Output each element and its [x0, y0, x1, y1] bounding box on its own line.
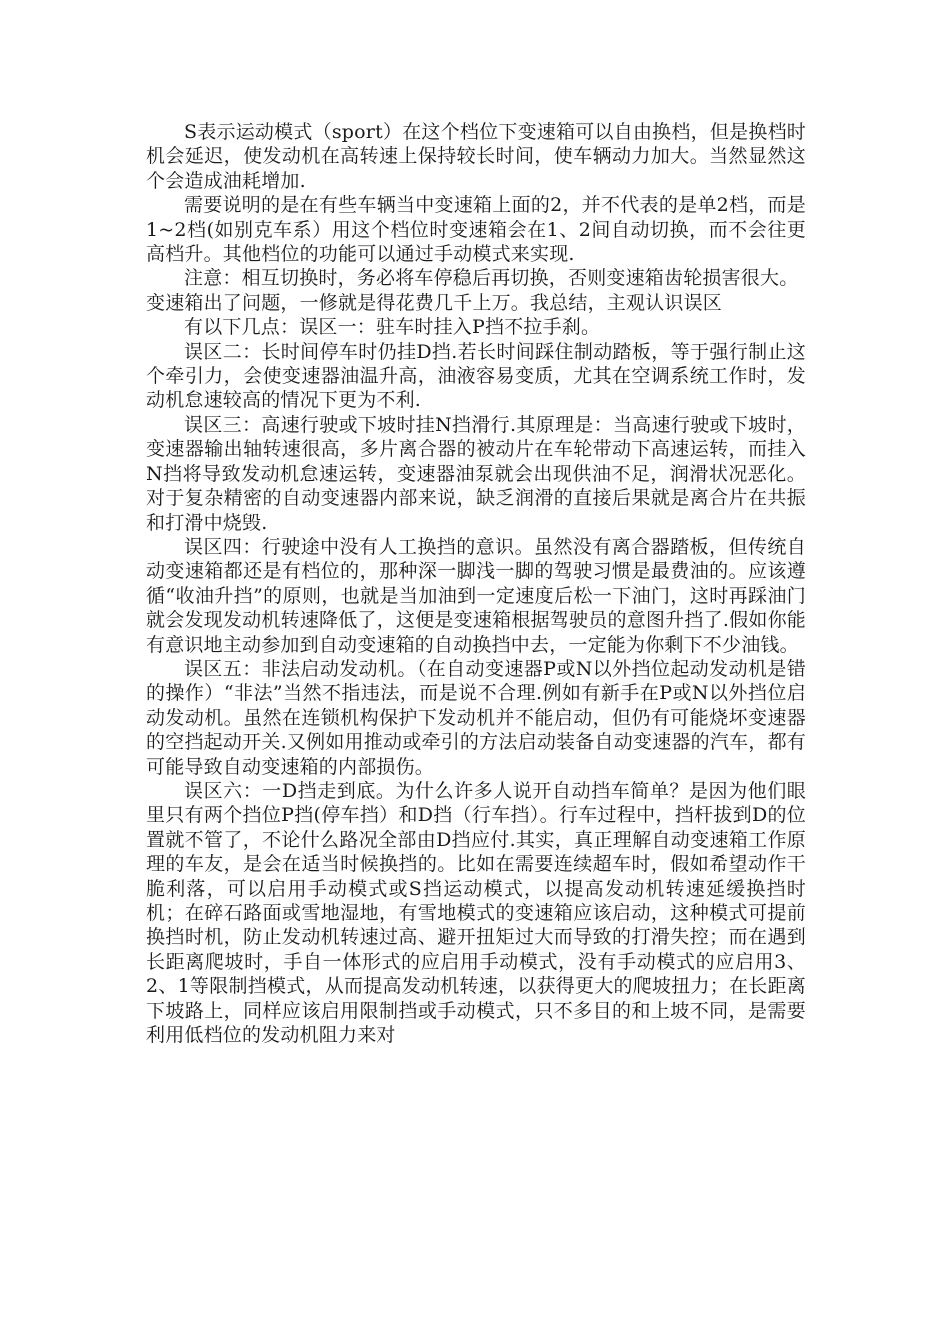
- paragraph-mistake-5: 误区五：非法启动发动机。（在自动变速器P或N以外挡位起动发动机是错的操作）“非法”当然不指违法，而是说不合理.例如有新手在P或N以外挡位启动发动机。虽然在连锁机构保护下发动机并不能启动，但仍有可能烧坏变速器的空挡起动开关.又例如用推动或牵引的方法启动装备自动变速器的汽车，都有可能导致自动变速箱的内部损伤。: [146, 657, 806, 778]
- paragraph-mistake-4: 误区四：行驶途中没有人工换挡的意识。虽然没有离合器踏板，但传统自动变速箱都还是有档位的，那种深一脚浅一脚的驾驶习惯是最费油的。应该遵循“收油升挡”的原则，也就是当加油到一定速度后松一下油门，这时再踩油门就会发现发动机转速降低了，这便是变速箱根据驾驶员的意图升挡了.假如你能有意识地主动参加到自动变速箱的自动换挡中去，一定能为你剩下不少油钱。: [146, 535, 806, 656]
- paragraph-caution: 注意：相互切换时，务必将车停稳后再切换，否则变速箱齿轮损害很大。: [184, 267, 799, 290]
- paragraph-repair-cost: 变速箱出了问题，一修就是得花费几千上万。我总结，主观认识误区: [146, 291, 723, 314]
- paragraph-mistake-2: 误区二：长时间停车时仍挂D挡.若长时间踩住制动踏板，等于强行制止这个牵引力，会使变速器油温升高，油液容易变质，尤其在空调系统工作时，发动机怠速较高的情况下更为不利.: [146, 340, 806, 412]
- paragraph-mistake-6: 误区六：一D挡走到底。为什么许多人说开自动挡车简单？是因为他们眼里只有两个挡位P挡(停车挡）和D挡（行车挡）。行车过程中，挡杆拔到D的位置就不管了，不论什么路况全部由D挡应付.其实，真正理解自动变速箱工作原理的车友，是会在适当时候换挡的。比如在需要连续超车时，假如希望动作干脆利落，可以启用手动模式或S挡运动模式，以提高发动机转速延缓换挡时机；在碎石路面或雪地湿地，有雪地模式的变速箱应该启动，这种模式可提前换挡时机，防止发动机转速过高、避开扭矩过大而导致的打滑失控；而在遇到长距离爬坡时，手自一体形式的应启用手动模式，没有手动模式的应启用3、2、1等限制挡模式，从而提高发动机转速，以获得更大的爬坡扭力；在长距离下坡路上，同样应该启用限制挡或手动模式，只不多目的和上坡不同，是需要利用低档位的发动机阻力来对: [146, 779, 806, 1047]
- paragraph-mistake-1: 有以下几点：误区一：驻车时挂入P挡不拉手刹。: [184, 316, 601, 339]
- document-page: [146, 120, 806, 1047]
- paragraph-gear-2-note: 需要说明的是在有些车辆当中变速箱上面的2，并不代表的是单2档，而是1~2档(如别克车系）用这个档位时变速箱会在1、2间自动切换，而不会往更高档升。其他档位的功能可以通过手动模式来实现.: [146, 194, 806, 266]
- paragraph-sport-mode: S表示运动模式（sport）在这个档位下变速箱可以自由换档，但是换档时机会延迟，使发动机在高转速上保持较长时间，使车辆动力加大。当然显然这个会造成油耗增加.: [146, 121, 806, 192]
- paragraph-mistake-3: 误区三：高速行驶或下坡时挂N挡滑行.其原理是：当高速行驶或下坡时，变速器输出轴转速很高，多片离合器的被动片在车轮带动下高速运转，而挂入N挡将导致发动机怠速运转，变速器油泵就会出现供油不足，润滑状况恶化。对于复杂精密的自动变速器内部来说，缺乏润滑的直接后果就是离合片在共振和打滑中烧毁.: [146, 413, 806, 534]
